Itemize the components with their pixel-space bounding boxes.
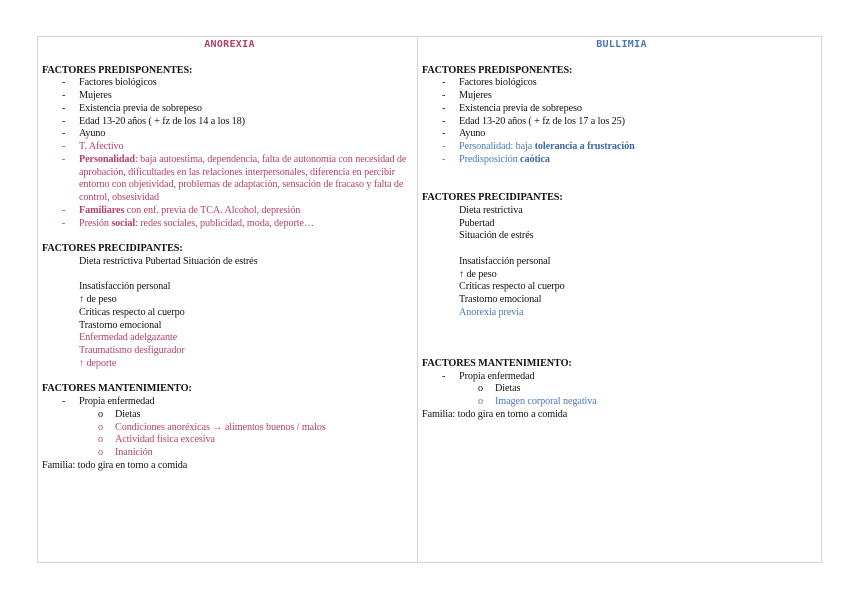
list-item: - Ayuno xyxy=(442,128,486,140)
list-item: Enfermedad adelgazante xyxy=(79,332,178,344)
list-item-familiares: - Familiares con enf. previa de TCA. Alcohol, depresión xyxy=(62,204,301,216)
list-item: - T. Afectivo xyxy=(62,141,124,152)
list-item: - Propia enfermedad xyxy=(62,396,155,407)
list-item: - Factores biológicos xyxy=(62,77,157,89)
list-item: Pubertad xyxy=(459,217,495,229)
list-item: Insatisfacción personal xyxy=(459,255,551,267)
list-item: ↑ deporte xyxy=(79,357,117,369)
sub-item: o Actividad física excesiva xyxy=(98,434,215,446)
sub-item: o Dietas xyxy=(98,408,141,420)
list-item: Traumatismo desfigurador xyxy=(79,345,185,356)
sub-item: o Inanición xyxy=(98,447,153,458)
bulimia-column xyxy=(418,37,821,562)
list-item: - Edad 13-20 años ( + fz de los 17 a los 25) xyxy=(442,115,625,127)
list-item: - Factores biológicos xyxy=(442,77,537,89)
predisponentes-heading: FACTORES PREDISPONENTES: xyxy=(42,64,193,76)
list-item: Críticas respecto al cuerpo xyxy=(79,306,185,318)
list-item-predisposicion: - Predisposición caótica xyxy=(442,153,550,165)
list-item: Críticas respecto al cuerpo xyxy=(459,281,565,293)
list-item-personalidad: - Personalidad: baja autoestima, dependencia, falta de autonomía con necesidad de aprobación, dificultades en las relaciones interpersonales, diferencia en percibir entorno con objetividad, problemas de adaptación, sensación de fracaso y falta de control, obsesividad xyxy=(62,153,407,203)
list-item: Trastorno emocional xyxy=(459,294,542,305)
list-item: - Ayuno xyxy=(62,128,106,140)
familia-note: Familia: todo gira en torno a comida xyxy=(422,408,568,420)
list-item: - Existencia previa de sobrepeso xyxy=(62,102,202,114)
precipitantes-heading: FACTORES PRECIDIPANTES: xyxy=(422,192,563,203)
list-item: Dieta restrictiva Pubertad Situación de estrés xyxy=(79,255,258,267)
sub-item: o Dietas xyxy=(478,383,521,395)
list-item: Anorexia previa xyxy=(459,306,524,318)
bulimia-title: BULLIMIA xyxy=(596,39,647,50)
anorexia-column xyxy=(38,37,418,562)
list-item: Trastorno emocional xyxy=(79,319,162,331)
list-item: Insatisfacción personal xyxy=(79,281,171,293)
mantenimiento-heading: FACTORES MANTENIMIENTO: xyxy=(42,383,192,395)
anorexia-title: ANOREXIA xyxy=(204,39,255,50)
precipitantes-heading: FACTORES PRECIDIPANTES: xyxy=(42,243,183,254)
sub-item: o Imagen corporal negativa xyxy=(478,396,597,407)
list-item: - Mujeres xyxy=(442,90,492,101)
list-item: Dieta restrictiva xyxy=(459,204,523,216)
comparison-table xyxy=(37,36,822,563)
list-item: - Edad 13-20 años ( + fz de los 14 a los 18) xyxy=(62,115,245,127)
list-item: - Mujeres xyxy=(62,90,112,101)
familia-note: Familia: todo gira en torno a comida xyxy=(42,459,188,471)
list-item: - Propia enfermedad xyxy=(442,370,535,382)
list-item: Situación de estrés xyxy=(459,230,534,242)
sub-item: o Condiciones anoréxicas → alimentos buenos / malos xyxy=(98,421,326,433)
list-item: - Existencia previa de sobrepeso xyxy=(442,102,582,114)
mantenimiento-heading: FACTORES MANTENIMIENTO: xyxy=(422,357,572,369)
predisponentes-heading: FACTORES PREDISPONENTES: xyxy=(422,64,573,76)
list-item-presion: - Presión social: redes sociales, publicidad, moda, deporte… xyxy=(62,217,314,229)
list-item: ↑ de peso xyxy=(79,294,117,305)
list-item-personalidad: - Personalidad: baja tolerancia a frustración xyxy=(442,141,635,152)
list-item: ↑ de peso xyxy=(459,268,497,280)
